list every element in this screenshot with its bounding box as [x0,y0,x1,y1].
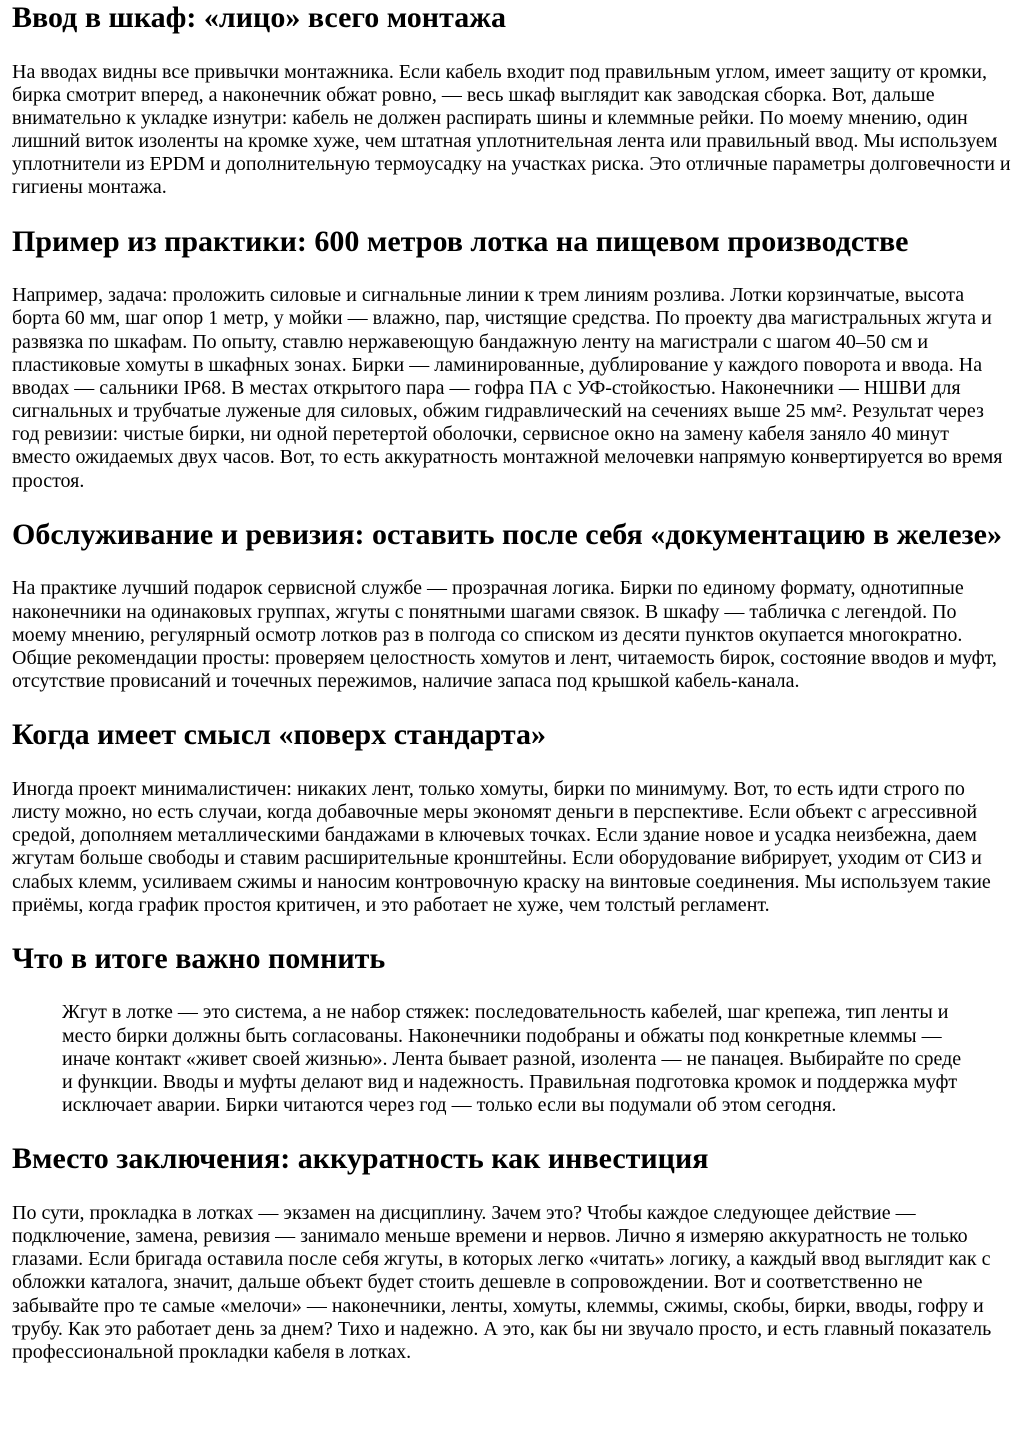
section-heading-practice-example: Пример из практики: 600 метров лотка на пищевом производстве [12,224,909,258]
section-paragraph-above-standard: Иногда проект минималистичен: никаких лент, только хомуты, бирки по минимуму. Вот, то есть идти строго по листу можно, но есть случаи, когда добавочные меры экономят деньги в перспективе. Если объект с агрессивной средой, дополняем металлическими бандажами в ключевых точках. Если здание новое и усадка неизбежна, даем жгутам больше свободы и ставим расширительные кронштейны. Если оборудование вибрирует, уходим от СИЗ и слабых клемм, усиливаем сжимы и наносим контровочную краску на винтовые соединения. Мы используем такие приёмы, когда график простоя критичен, и это работает не хуже, чем толстый регламент. [12,777,991,916]
section-paragraph-conclusion: По сути, прокладка в лотках — экзамен на дисциплину. Зачем это? Чтобы каждое следующее действие — подключение, замена, ревизия — занимало меньше времени и нервов. Лично я измеряю аккуратность не только глазами. Если бригада оставила после себя жгуты, в которых легко «читать» логику, а каждый ввод выглядит как с обложки каталога, значит, дальше объект будет стоить дешевле в сопровождении. Вот и соответственно не забывайте про те самые «мелочи» — наконечники, ленты, хомуты, клеммы, сжимы, скобы, бирки, вводы, гофру и трубу. Как это работает день за днем? Тихо и надежно. А это, как бы ни звучало просто, и есть главный показатель профессиональной прокладки кабеля в лотках. [12,1201,992,1363]
section-heading-summary: Что в итоге важно помнить [12,941,386,975]
summary-quote-text: Жгут в лотке — это система, а не набор стяжек: последовательность кабелей, шаг крепежа, тип ленты и место бирки должны быть согласованы. Наконечники подобраны и обжаты под конкретные клеммы — иначе контакт «живет своей жизнью». Лента бывает разной, изолента — не панацея. Выбирайте по среде и функции. Вводы и муфты делают вид и надежность. Правильная подготовка кромок и поддержка муфт исключает аварии. Бирки читаются через год — только если вы подумали об этом сегодня. [62,1001,962,1117]
summary-blockquote [62,1001,972,1117]
section-heading-conclusion: Вместо заключения: аккуратность как инвестиция [12,1142,709,1176]
section-heading-above-standard: Когда имеет смысл «поверх стандарта» [12,718,546,752]
section-paragraph-practice-example: Например, задача: проложить силовые и сигнальные линии к трем линиям розлива. Лотки корзинчатые, высота борта 60 мм, шаг опор 1 метр, у мойки — влажно, пар, чистящие средства. По проекту два магистральных жгута и развязка по шкафам. По опыту, ставлю нержавеющую бандажную ленту на магистрали с шагом 40–50 см и пластиковые хомуты в шкафных зонах. Бирки — ламинированные, дублирование у каждого поворота и ввода. На вводах — сальники IP68. В местах открытого пара — гофра ПА с УФ-стойкостью. Наконечники — НШВИ для сигнальных и трубчатые луженые для силовых, обжим гидравлический на сечениях выше 25 мм². Результат через год ревизии: чистые бирки, ни одной перетертой оболочки, сервисное окно на замену кабеля заняло 40 минут вместо ожидаемых двух часов. Вот, то есть аккуратность монтажной мелочевки напрямую конвертируется во время простоя. [12,284,1003,492]
section-paragraph-cabinet-entry: На вводах видны все привычки монтажника. Если кабель входит под правильным углом, имеет защиту от кромки, бирка смотрит вперед, а наконечник обжат ровно, — весь шкаф выглядит как заводская сборка. Вот, дальше внимательно к укладке изнутри: кабель не должен распирать шины и клеммные рейки. По моему мнению, один лишний виток изоленты на кромке хуже, чем штатная уплотнительная лента или правильный ввод. Мы используем уплотнители из EPDM и дополнительную термоусадку на участках риска. Это отличные параметры долговечности и гигиены монтажа. [12,60,1011,199]
section-paragraph-maintenance: На практике лучший подарок сервисной службе — прозрачная логика. Бирки по единому формату, однотипные наконечники на одинаковых группах, жгуты с понятными шагами связок. В шкафу — табличка с легендой. По моему мнению, регулярный осмотр лотков раз в полгода со списком из десяти пунктов окупается многократно. Общие рекомендации просты: проверяем целостность хомутов и лент, читаемость бирок, состояние вводов и муфт, отсутствие провисаний и точечных пережимов, наличие запаса под крышкой кабель-канала. [12,577,997,693]
section-heading-cabinet-entry: Ввод в шкаф: «лицо» всего монтажа [12,1,506,34]
section-heading-maintenance: Обслуживание и ревизия: оставить после себя «документацию в железе» [12,517,1002,551]
